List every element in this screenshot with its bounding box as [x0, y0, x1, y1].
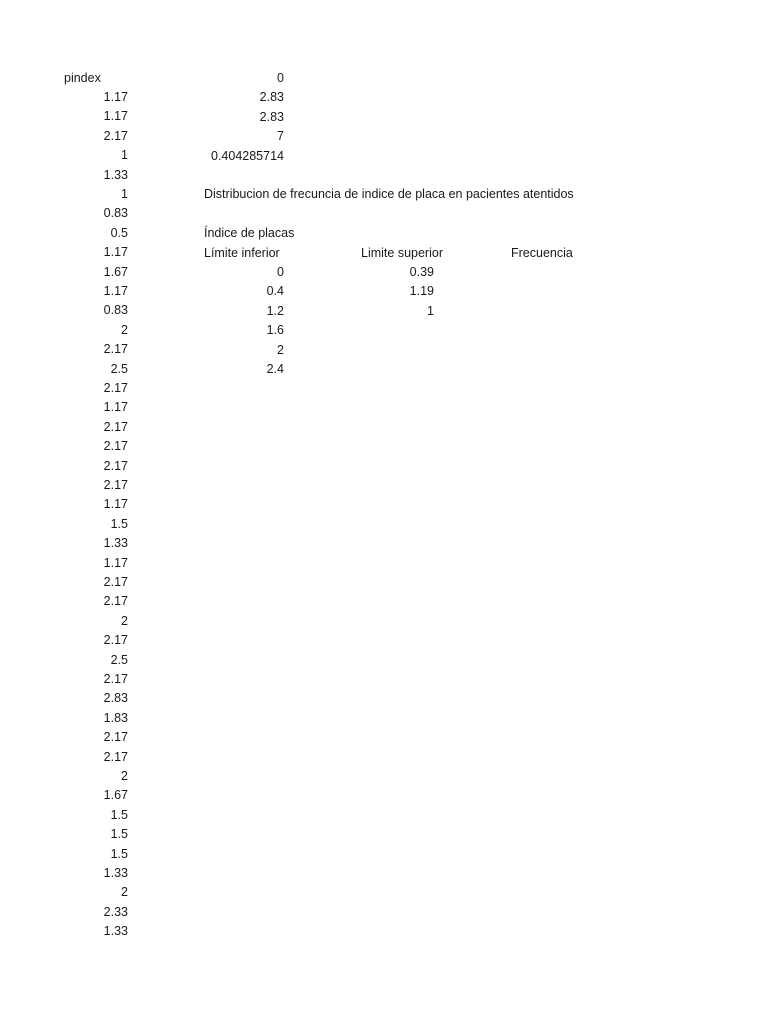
lower-limit-cell: 0 — [277, 265, 284, 279]
pindex-cell: 2.33 — [103, 904, 128, 919]
lower-limit-cell: 1.2 — [266, 303, 284, 318]
pindex-cell: 2 — [121, 322, 128, 337]
pindex-cell: 1.5 — [110, 846, 128, 861]
pindex-cell: 1 — [121, 187, 128, 201]
pindex-cell: 1.17 — [103, 555, 128, 570]
pindex-cell: 1.33 — [103, 536, 128, 551]
summary-cell: 7 — [277, 129, 284, 144]
pindex-cell: 1.17 — [103, 245, 128, 260]
summary-cell: 2.83 — [259, 109, 284, 124]
pindex-cell: 2.17 — [103, 439, 128, 454]
pindex-cell: 1.5 — [110, 827, 128, 842]
header-frequency: Frecuencia — [511, 246, 573, 260]
lower-limit-cell: 2.4 — [266, 362, 284, 376]
pindex-cell: 2 — [121, 885, 128, 900]
pindex-cell: 2.17 — [103, 128, 128, 143]
pindex-cell: 1.5 — [110, 516, 128, 531]
header-upper-limit: Limite superior — [361, 246, 443, 260]
pindex-cell: 2.17 — [103, 594, 128, 609]
upper-limit-cell: 1 — [427, 303, 434, 318]
pindex-cell: 1.67 — [103, 788, 128, 803]
pindex-cell: 1.83 — [103, 710, 128, 725]
table-title: Distribucion de frecuncia de indice de placa en pacientes atentidos — [204, 187, 574, 201]
pindex-cell: 1.5 — [110, 807, 128, 822]
pindex-cell: 2.17 — [103, 730, 128, 745]
pindex-cell: 2.17 — [103, 672, 128, 686]
table-group-label: Índice de placas — [204, 226, 295, 240]
pindex-cell: 0.83 — [103, 303, 128, 318]
pindex-cell: 1.33 — [103, 866, 128, 880]
pindex-cell: 1.17 — [103, 497, 128, 512]
pindex-cell: 1.33 — [103, 167, 128, 182]
pindex-cell: 0.5 — [110, 225, 128, 240]
summary-cell: 0 — [277, 71, 284, 85]
summary-cell: 2.83 — [259, 90, 284, 105]
pindex-cell: 1.17 — [103, 400, 128, 415]
pindex-cell: 2.5 — [110, 652, 128, 667]
pindex-cell: 2.17 — [103, 419, 128, 434]
pindex-cell: 2 — [121, 769, 128, 783]
pindex-cell: 1.17 — [103, 90, 128, 104]
lower-limit-cell: 1.6 — [266, 323, 284, 338]
pindex-cell: 2.17 — [103, 478, 128, 492]
pindex-cell: 0.83 — [103, 206, 128, 221]
lower-limit-cell: 0.4 — [266, 284, 284, 299]
pindex-cell: 2.17 — [103, 342, 128, 357]
header-lower-limit: Límite inferior — [204, 246, 280, 260]
pindex-header: pindex — [64, 71, 101, 85]
pindex-cell: 1.33 — [103, 924, 128, 939]
upper-limit-cell: 1.19 — [409, 284, 434, 299]
pindex-cell: 1.17 — [103, 284, 128, 298]
pindex-cell: 2.17 — [103, 749, 128, 764]
pindex-cell: 2.17 — [103, 381, 128, 395]
pindex-cell: 2.5 — [110, 361, 128, 376]
pindex-cell: 2.17 — [103, 458, 128, 473]
pindex-cell: 1.17 — [103, 109, 128, 124]
pindex-cell: 2.17 — [103, 633, 128, 648]
pindex-cell: 1 — [121, 148, 128, 163]
summary-cell: 0.404285714 — [211, 148, 284, 163]
pindex-cell: 2.83 — [103, 691, 128, 706]
lower-limit-cell: 2 — [277, 342, 284, 357]
pindex-cell: 2.17 — [103, 575, 128, 589]
pindex-cell: 2 — [121, 613, 128, 628]
upper-limit-cell: 0.39 — [409, 265, 434, 279]
pindex-cell: 1.67 — [103, 264, 128, 279]
